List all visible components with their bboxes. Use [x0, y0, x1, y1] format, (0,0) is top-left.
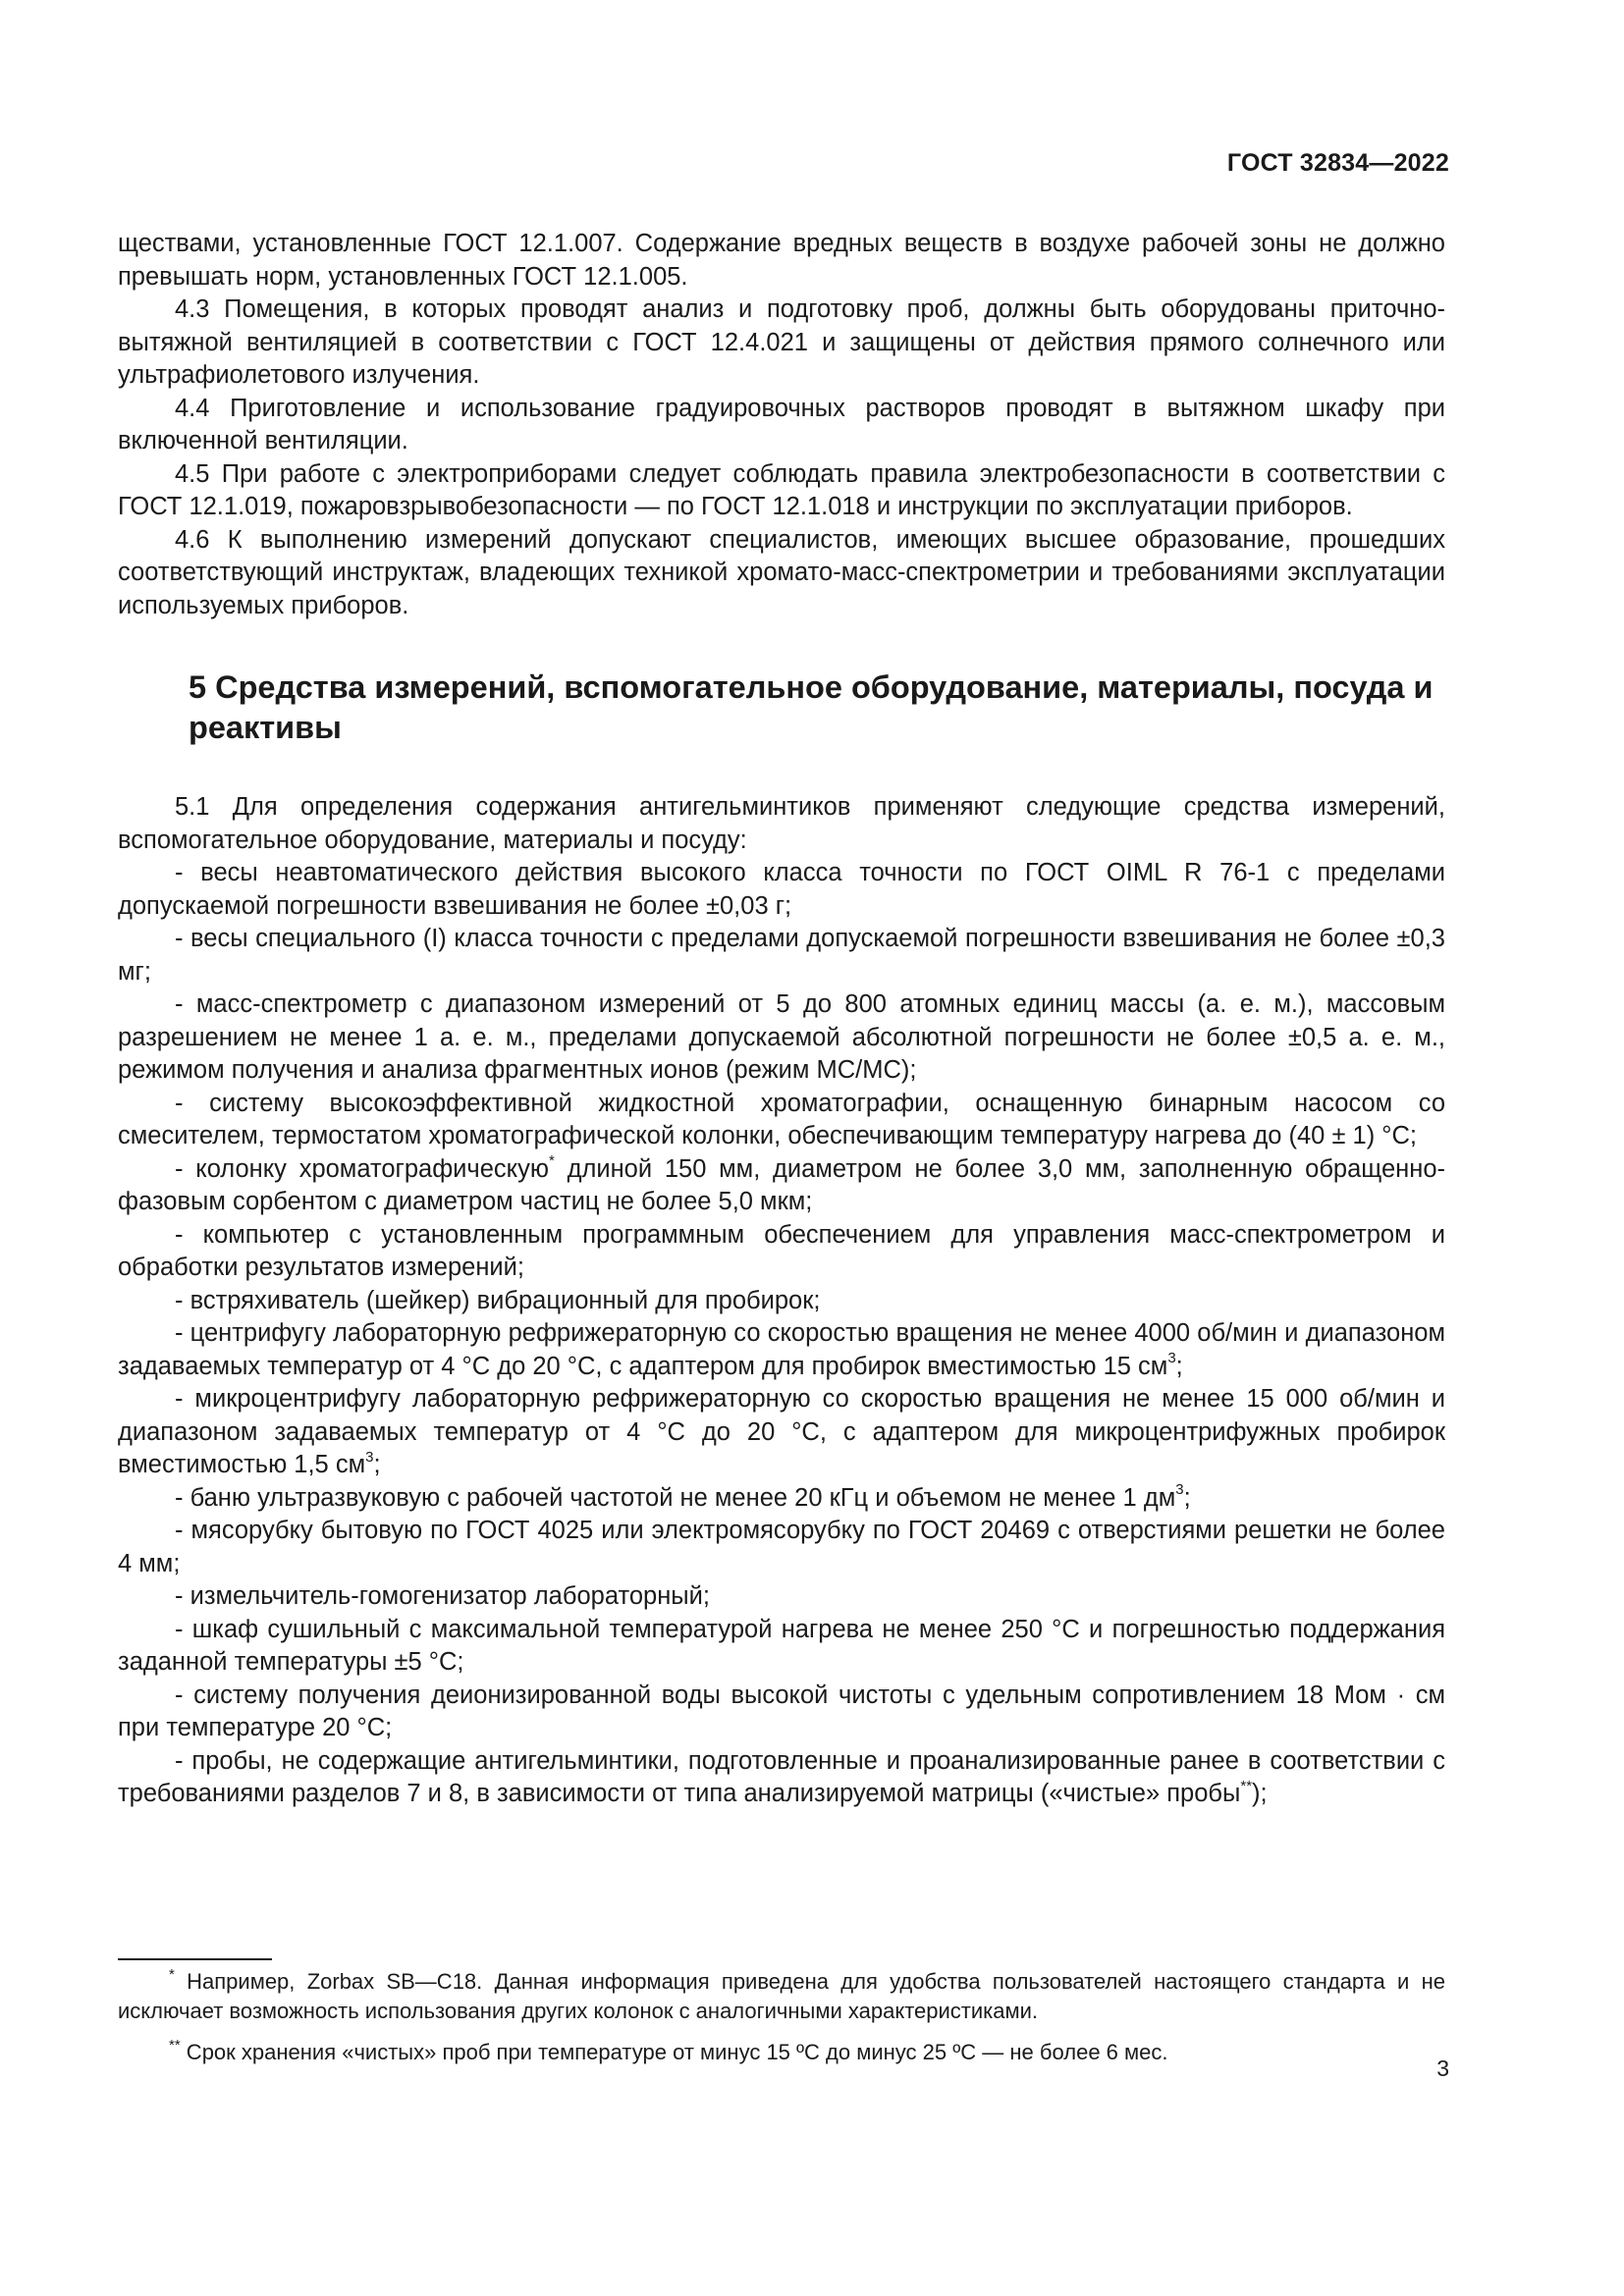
paragraph-4-3: 4.3 Помещения, в которых проводят анализ и подготовку проб, должны быть оборудованы приточно-вытяжной вентиляцией в соответствии с ГОСТ 12.4.021 и защищены от действия прямого солнечного или ультрафиолетового излучения. — [118, 295, 1445, 389]
paragraph-4-6: 4.6 К выполнению измерений допускают специалистов, имеющих высшее образование, прошедших соответствующий инструктаж, владеющих техникой хромато-масс-спектрометрии и требованиями эксплуатации используемых приборов. — [118, 525, 1445, 619]
microcentrifuge-text-a: - микроцентрифугу лабораторную рефрижераторную со скоростью вращения не менее 15 000 об/мин и диапазоном задаваемых температур от 4 °С до 20 °С, с адаптером для микроцентрифужных пробирок вместимостью 1,5 см — [118, 1385, 1445, 1478]
superscript-3: 3 — [1175, 1481, 1184, 1498]
list-item-homogenizer: - измельчитель-гомогенизатор лабораторный; — [175, 1582, 710, 1610]
list-item-water-system: - систему получения деионизированной воды высокой чистоты с удельным сопротивлением 18 Мом · см при температуре 20 °С; — [118, 1681, 1445, 1741]
list-item-computer: - компьютер с установленным программным обеспечением для управления масс-спектрометром и обработки результатов измерений; — [118, 1220, 1445, 1281]
list-item-ultrasonic-bath — [118, 1482, 1445, 1516]
microcentrifuge-text-b: ; — [373, 1451, 381, 1478]
list-item-shaker: - встряхиватель (шейкер) вибрационный для пробирок; — [175, 1286, 821, 1314]
footnote-1-mark: * — [169, 1965, 175, 1983]
list-item-scales-high: - весы неавтоматического действия высокого класса точности по ГОСТ OIML R 76-1 с пределами допускаемой погрешности взвешивания не более ±0,03 г; — [118, 859, 1445, 920]
paragraph-intro: ществами, установленные ГОСТ 12.1.007. Содержание вредных веществ в воздухе рабочей зоны не должно превышать норм, установленных ГОСТ 12.1.005. — [118, 230, 1445, 291]
footnote-ref-2: ** — [1240, 1777, 1253, 1794]
list-item-column — [118, 1153, 1445, 1219]
column-text-b: длиной 150 мм, диаметром не более 3,0 мм, заполненную обращенно-фазовым сорбентом с диаметром частиц не более 5,0 мкм; — [118, 1154, 1445, 1215]
paragraph-5-1: 5.1 Для определения содержания антигельминтиков применяют следующие средства измерений, вспомогательное оборудование, материалы и посуду: — [118, 793, 1445, 854]
superscript-3: 3 — [1167, 1350, 1176, 1366]
section-5-title: 5 Средства измерений, вспомогательное оборудование, материалы, посуда и реактивы — [189, 669, 1434, 745]
bath-text-b: ; — [1183, 1483, 1191, 1512]
list-item-mass-spectrometer: - масс-спектрометр с диапазоном измерений от 5 до 800 атомных единиц массы (а. е. м.), массовым разрешением не менее 1 а. е. м., пределами допускаемой абсолютной погрешности не более ±0,5 а. е. м., режимом получения и анализа фрагментных ионов (режим МС/МС); — [118, 990, 1445, 1084]
paragraph-4-4: 4.4 Приготовление и использование градуировочных растворов проводят в вытяжном шкафу при включенной вентиляции. — [118, 394, 1445, 454]
centrifuge-text-b: ; — [1175, 1352, 1183, 1380]
samples-text-a: - пробы, не содержащие антигельминтики, подготовленные и проанализированные ранее в соответствии с требованиями разделов 7 и 8, в зависимости от типа анализируемой матрицы («чистые» пробы — [118, 1746, 1445, 1807]
standard-header: ГОСТ 32834—2022 — [1226, 149, 1449, 177]
list-item-centrifuge — [118, 1317, 1445, 1383]
column-text-a: - колонку хроматографическую — [175, 1154, 549, 1183]
footnotes — [118, 1967, 1445, 2067]
list-item-meat-grinder: - мясорубку бытовую по ГОСТ 4025 или электромясорубку по ГОСТ 20469 с отверстиями решетки не более 4 мм; — [118, 1517, 1445, 1577]
footnote-2 — [118, 2038, 1445, 2067]
paragraph-4-5: 4.5 При работе с электроприборами следует соблюдать правила электробезопасности в соответствии с ГОСТ 12.1.019, пожаровзрывобезопасности — по ГОСТ 12.1.018 и инструкции по эксплуатации приборов. — [118, 459, 1445, 520]
list-item-clean-samples — [118, 1745, 1445, 1811]
bath-text-a: - баню ультразвуковую с рабочей частотой не менее 20 кГц и объемом не менее 1 дм — [175, 1483, 1176, 1512]
centrifuge-text-a: - центрифугу лабораторную рефрижераторную со скоростью вращения не менее 4000 об/мин и диапазоном задаваемых температур от 4 °С до 20 °С, с адаптером для пробирок вместимостью 15 см — [118, 1319, 1445, 1380]
footnote-1 — [118, 1967, 1445, 2026]
list-item-microcentrifuge — [118, 1383, 1445, 1482]
samples-text-b: ); — [1252, 1780, 1268, 1807]
main-text — [118, 228, 1445, 1811]
page-number: 3 — [1436, 2056, 1449, 2081]
footnote-ref-1: * — [548, 1152, 555, 1169]
superscript-3: 3 — [365, 1448, 374, 1466]
list-item-drying-oven: - шкаф сушильный с максимальной температурой нагрева не менее 250 °С и погрешностью поддержания заданной температуры ±5 °С; — [118, 1615, 1445, 1676]
footnote-divider — [118, 1958, 272, 1960]
footnote-1-text: Например, Zorbax SB—C18. Данная информация приведена для удобства пользователей настоящего стандарта и не исключает возможность использования других колонок с аналогичными характеристиками. — [118, 1969, 1445, 2023]
list-item-hplc-system: - систему высокоэффективной жидкостной хроматографии, оснащенную бинарным насосом со смесителем, термостатом хроматографической колонки, обеспечивающим температуру нагрева до (40 ± 1) °С; — [118, 1089, 1445, 1149]
list-item-scales-special: - весы специального (I) класса точности с пределами допускаемой погрешности взвешивания не более ±0,3 мг; — [118, 925, 1445, 986]
footnote-2-text: Срок хранения «чистых» проб при температуре от минус 15 ºС до минус 25 ºС — не более 6 мес. — [180, 2040, 1168, 2064]
footnote-2-mark: ** — [169, 2036, 181, 2054]
